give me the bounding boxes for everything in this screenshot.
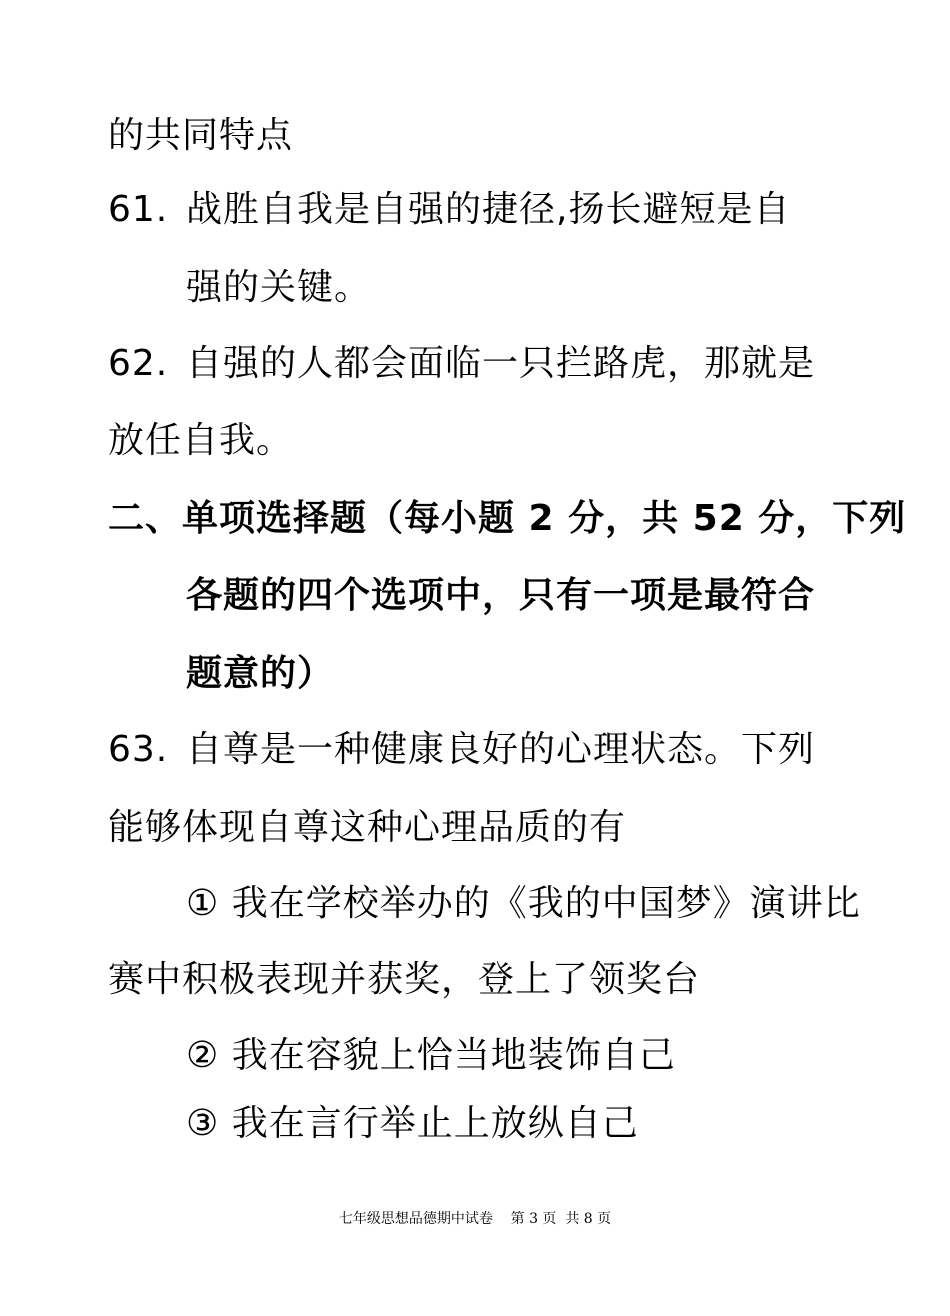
section-heading-continued: 各题的四个选项中，只有一项是最符合 <box>186 575 816 616</box>
question-text-continued: 能够体现自尊这种心理品质的有 <box>108 807 627 848</box>
question-text: 自强的人都会面临一只拦路虎，那就是 <box>186 343 816 384</box>
question-text: 自尊是一种健康良好的心理状态。下列 <box>186 729 816 770</box>
section-heading: 二、单项选择题（每小题 2 分，共 52 分，下列 <box>108 498 907 539</box>
question-text-continued: 放任自我。 <box>108 420 294 461</box>
question-text: 战胜自我是自强的捷径,扬长避短是自 <box>186 189 791 230</box>
text-line: 的共同特点 <box>108 115 294 156</box>
question-63 <box>108 728 815 772</box>
question-62 <box>108 342 815 386</box>
question-number: 61. <box>108 189 169 230</box>
question-61 <box>108 188 790 232</box>
option-2: ② 我在容貌上恰当地装饰自己 <box>186 1035 676 1076</box>
question-number: 62. <box>108 343 169 384</box>
page-footer: 七年级思想品德期中试卷 第 3 页 共 8 页 <box>338 1211 612 1227</box>
option-3: ③ 我在言行举止上放纵自己 <box>186 1103 639 1144</box>
option-1: ① 我在学校举办的《我的中国梦》演讲比 <box>186 883 861 924</box>
section-heading-continued: 题意的） <box>186 653 335 694</box>
option-1-continued: 赛中积极表现并获奖，登上了领奖台 <box>108 959 701 1000</box>
question-text-continued: 强的关键。 <box>186 267 372 308</box>
question-number: 63. <box>108 729 169 770</box>
